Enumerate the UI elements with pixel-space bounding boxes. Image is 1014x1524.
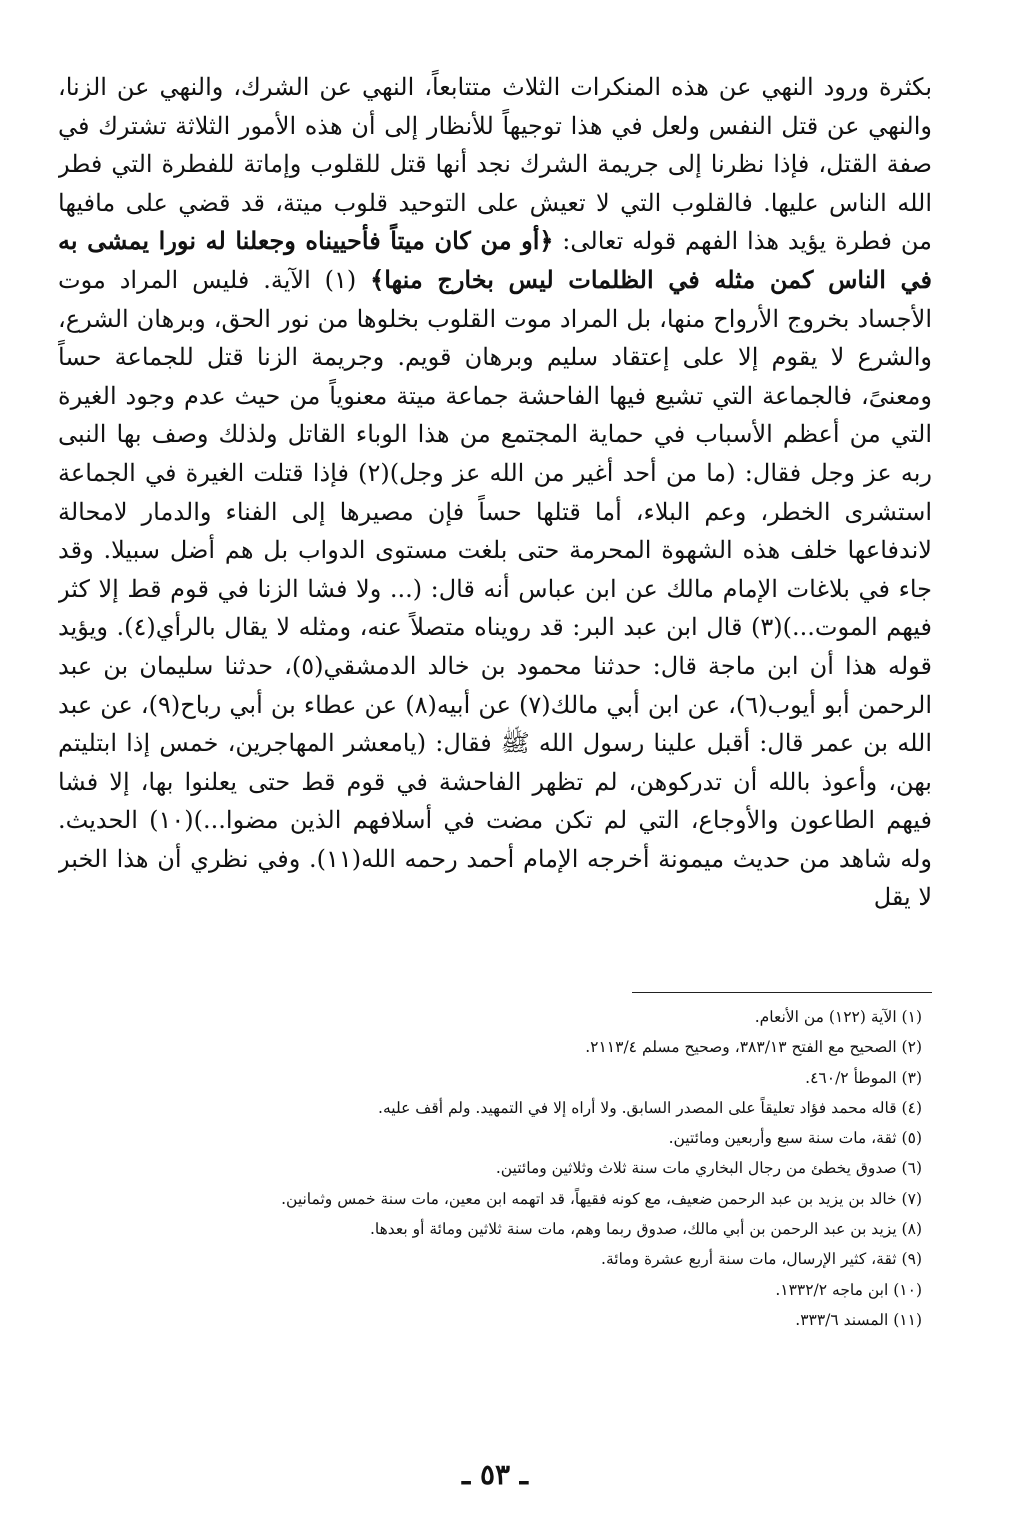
page-number: ـ ٥٣ ـ [462, 1458, 528, 1491]
footnote-item: (٥) ثقة، مات سنة سبع وأربعين ومائتين. [668, 1129, 922, 1148]
footnote-item: (٤) قاله محمد فؤاد تعليقاً على المصدر السابق. ولا أراه إلا في التمهيد. ولم أقف عليه. [378, 1098, 922, 1117]
footnote-item: (١١) المسند ٣٣٣/٦. [795, 1310, 922, 1329]
footnote-item: (١٠) ابن ماجه ١٣٣٢/٢. [775, 1280, 922, 1299]
footnote-item: (٢) الصحيح مع الفتح ٣٨٣/١٣، وصحيح مسلم ٢١١٣/٤. [585, 1038, 922, 1057]
book-page [58, 68, 932, 1508]
main-paragraph [58, 68, 932, 983]
footnote-item: (٣) الموطأ ٤٦٠/٢. [805, 1068, 922, 1087]
footnote-divider [632, 992, 932, 993]
footnote-item: (٨) يزيد بن عبد الرحمن بن أبي مالك، صدوق ربما وهم، مات سنة ثلاثين ومائة أو بعدها. [369, 1220, 922, 1239]
footnote-item: (٩) ثقة، كثير الإرسال، مات سنة أربع عشرة ومائة. [601, 1250, 922, 1269]
paragraph-rest: (١) الآية. فليس المراد موت الأجساد بخروج الأرواح منها، بل المراد موت القلوب بخلوها من نور الحق، وبرهان الشرع، والشرع لا يقوم إلا على إعتقاد سليم وبرهان قويم. وجريمة الزنا قتل للجماعة حساً ومعنىً، فالجماعة التي تشيع فيها الفاحشة جماعة ميتة معنوياً من حيث عدم وجود الغيرة التي من أعظم الأسباب في حماية المجتمع من هذا الوباء القاتل ولذلك وصف بها النبى ربه عز وجل فقال: (ما من أحد أغير من الله عز وجل)(٢) فإذا قتلت الغيرة في الجماعة استشرى الخطر، وعم البلاء، أما قتلها حساً فإن مصيرها إلى الفناء والدمار لامحالة لاندفاعها خلف هذه الشهوة المحرمة حتى بلغت مستوى الدواب بل هم أضل سبيلا. وقد جاء في بلاغات الإمام مالك عن ابن عباس أنه قال: (... ولا فشا الزنا في قوم قط إلا كثر فيهم الموت...)(٣) قال ابن عبد البر: قد رويناه متصلاً عنه، ومثله لا يقال بالرأي(٤). ويؤيد قوله هذا أن ابن ماجة قال: حدثنا محمود بن خالد الدمشقي(٥)، حدثنا سليمان بن عبد الرحمن أبو أيوب(٦)، عن ابن أبي مالك(٧) عن أبيه(٨) عن عطاء بن أبي رباح(٩)، عن عبد الله بن عمر قال: أقبل علينا رسول الله ﷺ فقال: (يامعشر المهاجرين، خمس إذا ابتليتم بهن، وأعوذ بالله أن تدركوهن، لم تظهر الفاحشة في قوم قط حتى يعلنوا بها، إلا فشا فيهم الطاعون والأوجاع، التي لم تكن مضت في أسلافهم الذين مضوا...)(١٠) الحديث. وله شاهد من حديث ميمونة أخرجه الإمام أحمد رحمه الله(١١). وفي نظري أن هذا الخبر لا يقل [58, 265, 932, 912]
footnotes-list [58, 1002, 932, 1335]
paragraph-intro: بكثرة ورود النهي عن هذه المنكرات الثلاث متتابعاً، النهي عن الشرك، والنهي عن الزنا، والنهي عن قتل النفس ولعل في هذا توجيهاً للأنظار إلى أن هذه الأمور الثلاثة تشترك في صفة القتل، فإذا نظرنا إلى جريمة الشرك نجد أنها قتل للقلوب وإماتة للفطرة التي فطر الله الناس عليها. فالقلوب التي لا تعيش على التوحيد قلوب ميتة، قد قضي على مافيها من فطرة يؤيد هذا الفهم قوله تعالى: [58, 73, 932, 256]
footnote-item: (٧) خالد بن يزيد بن عبد الرحمن ضعيف، مع كونه فقيهاً، قد اتهمه ابن معين، مات سنة خمس وثمانين. [281, 1189, 922, 1208]
quran-verse: ﴿أو من كان ميتاً فأحييناه وجعلنا له نورا يمشى به في الناس كمن مثله في الظلمات ليس بخارج منها﴾ [58, 226, 932, 294]
footnote-item: (٦) صدوق يخطئ من رجال البخاري مات سنة ثلاث وثلاثين ومائتين. [495, 1159, 922, 1178]
footnote-item: (١) الآية (١٢٢) من الأنعام. [754, 1008, 922, 1026]
